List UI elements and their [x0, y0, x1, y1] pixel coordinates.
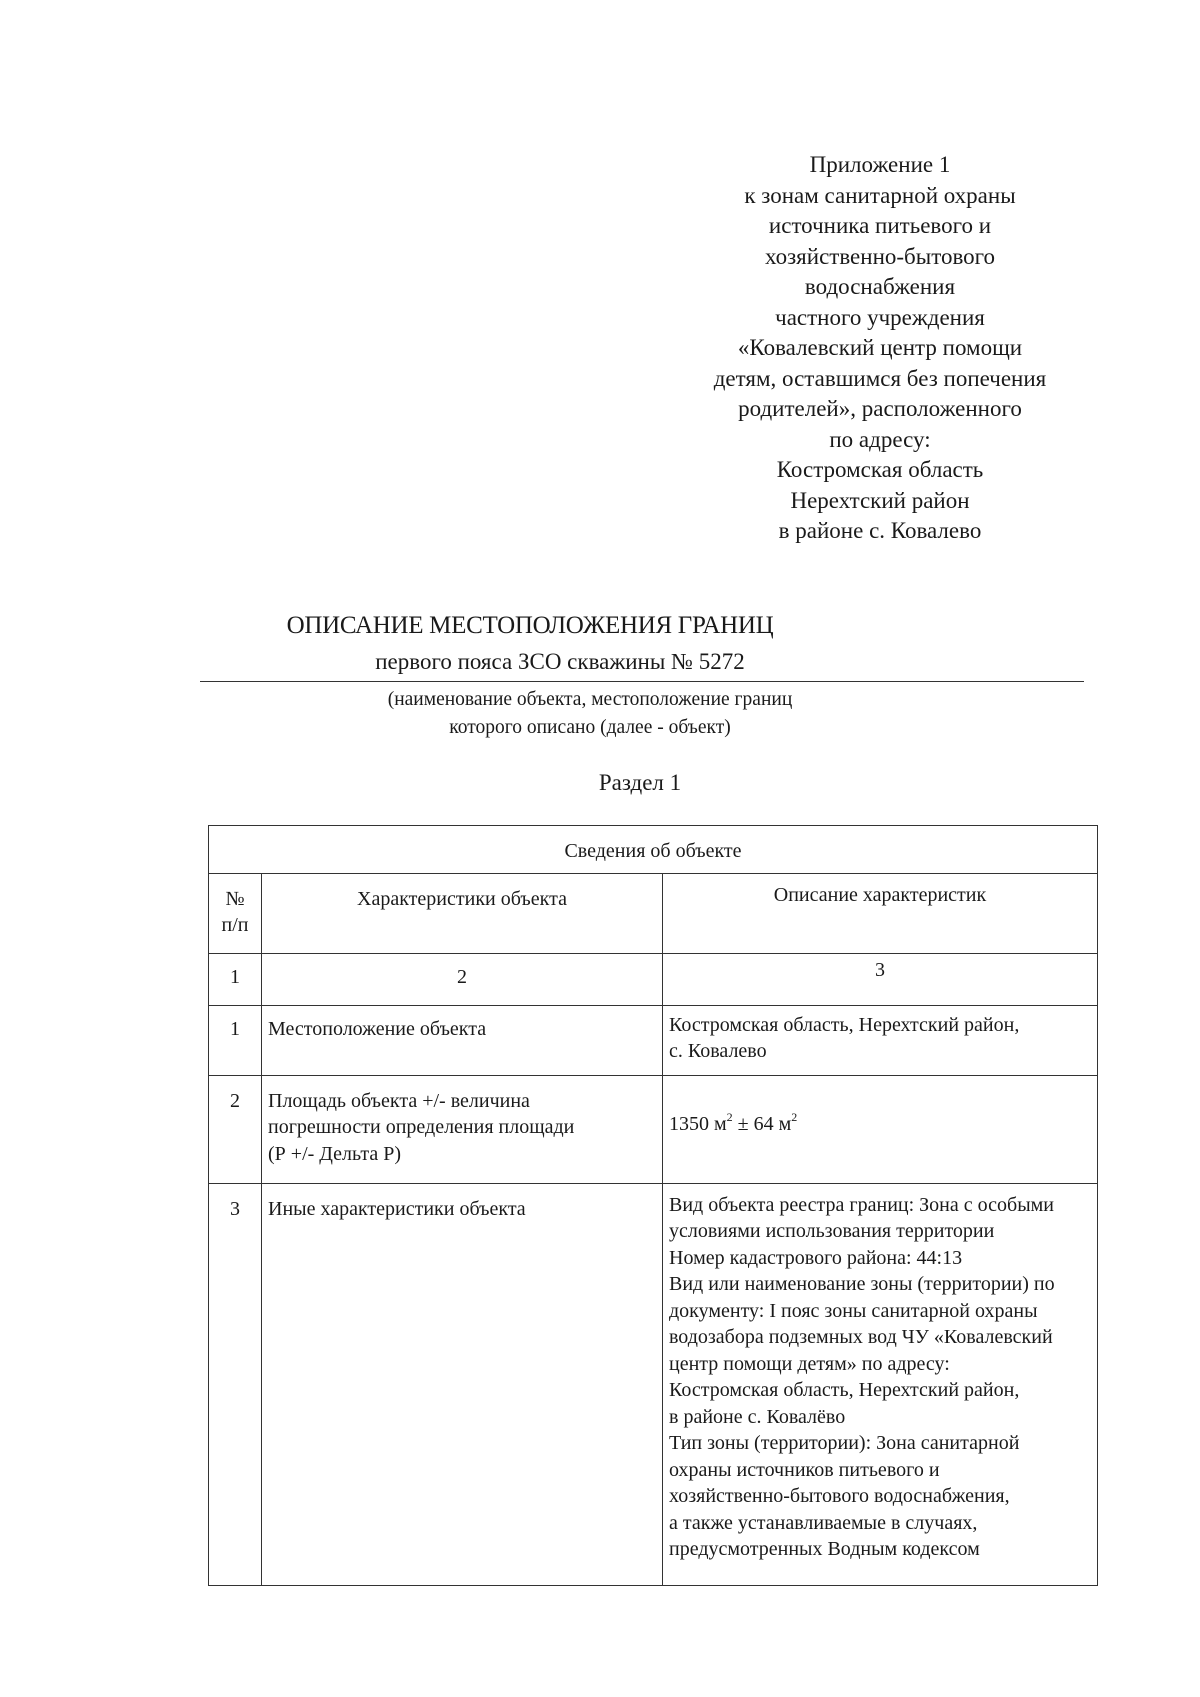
caption-line: (наименование объекта, местоположение границ: [387, 689, 793, 710]
description-line: Костромская область, Нерехтский район,: [669, 1013, 1020, 1036]
document-subtitle: первого пояса ЗСО скважины № 5272: [375, 649, 745, 674]
description-line: в районе с. Ковалёво: [669, 1405, 846, 1428]
description-line: водозабора подземных вод ЧУ «Ковалевский: [669, 1326, 1053, 1348]
description-line: хозяйственно-бытового водоснабжения,: [669, 1485, 1010, 1507]
appendix-line: «Ковалевский центр помощи: [737, 335, 1023, 360]
description-line: условиями использования территории: [669, 1220, 995, 1242]
row-number: 2: [209, 1075, 262, 1183]
description-line: предусмотренных Водным кодексом: [669, 1538, 980, 1560]
col-number: 3: [663, 953, 1098, 1005]
area-error: ± 64 м: [732, 1113, 792, 1136]
description-line: Номер кадастрового района: 44:13: [669, 1246, 963, 1269]
appendix-line: Костромская область: [776, 457, 984, 482]
document-title: ОПИСАНИЕ МЕСТОПОЛОЖЕНИЯ ГРАНИЦ: [286, 612, 774, 639]
table-row: [209, 1005, 1098, 1075]
appendix-line: родителей», расположенного: [738, 396, 1022, 421]
table-header-row: [209, 826, 1098, 874]
description-line: Вид или наименование зоны (территории) по: [669, 1273, 1055, 1295]
description-line: Тип зоны (территории): Зона санитарной: [669, 1432, 1020, 1454]
appendix-line: источника питьевого и: [768, 213, 992, 238]
object-info-table: [208, 825, 1098, 1586]
column-header-row: [209, 873, 1098, 953]
col-number: 1: [209, 953, 262, 1005]
col-header-num-line: №: [225, 887, 245, 910]
col-number: 2: [262, 953, 663, 1005]
area-value: 1350 м: [669, 1113, 727, 1136]
description-line: Вид объекта реестра границ: Зона с особыми: [669, 1193, 1054, 1216]
appendix-header: [680, 150, 1080, 547]
appendix-line: в районе с. Ковалево: [778, 518, 982, 543]
section-heading: Раздел 1: [598, 770, 682, 795]
area-unit-power: 2: [791, 1110, 798, 1125]
row-description: [663, 1005, 1098, 1075]
column-number-row: [209, 953, 1098, 1005]
col-header-num: [209, 873, 262, 953]
appendix-line: частного учреждения: [775, 304, 985, 330]
appendix-line: Приложение 1: [809, 152, 951, 177]
col-header-description: Описание характеристик: [663, 873, 1098, 953]
description-line: а также устанавливаемые в случаях,: [669, 1511, 978, 1534]
row-description: [663, 1183, 1098, 1585]
area-unit-power: 2: [726, 1110, 733, 1125]
characteristic-line: Площадь объекта +/- величина: [268, 1089, 530, 1112]
table-row: [209, 1183, 1098, 1585]
description-line: с. Ковалево: [669, 1040, 767, 1062]
table-row: [209, 1075, 1098, 1183]
row-number: 1: [209, 1005, 262, 1075]
description-line: центр помощи детям» по адресу:: [669, 1352, 950, 1375]
row-characteristic: Местоположение объекта: [262, 1005, 663, 1075]
description-line: Костромская область, Нерехтский район,: [669, 1379, 1020, 1401]
row-characteristic: Иные характеристики объекта: [262, 1183, 663, 1585]
table-header: Сведения об объекте: [209, 826, 1098, 874]
title-caption: [300, 686, 880, 742]
row-number: 3: [209, 1183, 262, 1585]
appendix-line: Нерехтский район: [790, 487, 970, 513]
appendix-line: по адресу:: [829, 426, 931, 452]
title-underline: [200, 681, 1084, 682]
col-header-characteristic: Характеристики объекта: [262, 873, 663, 953]
appendix-line: хозяйственно-бытового: [764, 243, 996, 269]
appendix-line: к зонам санитарной охраны: [744, 182, 1016, 208]
description-line: охраны источников питьевого и: [669, 1458, 940, 1481]
caption-line: которого описано (далее - объект): [449, 717, 731, 738]
characteristic-line: (Р +/- Дельта Р): [268, 1142, 402, 1165]
appendix-line: детям, оставшимся без попечения: [713, 365, 1047, 391]
row-description-area: [663, 1075, 1098, 1183]
row-characteristic: [262, 1075, 663, 1183]
col-header-num-line: п/п: [221, 914, 249, 936]
description-line: документу: I пояс зоны санитарной охраны: [669, 1299, 1038, 1322]
characteristic-line: погрешности определения площади: [268, 1116, 575, 1138]
appendix-line: водоснабжения: [804, 274, 956, 299]
